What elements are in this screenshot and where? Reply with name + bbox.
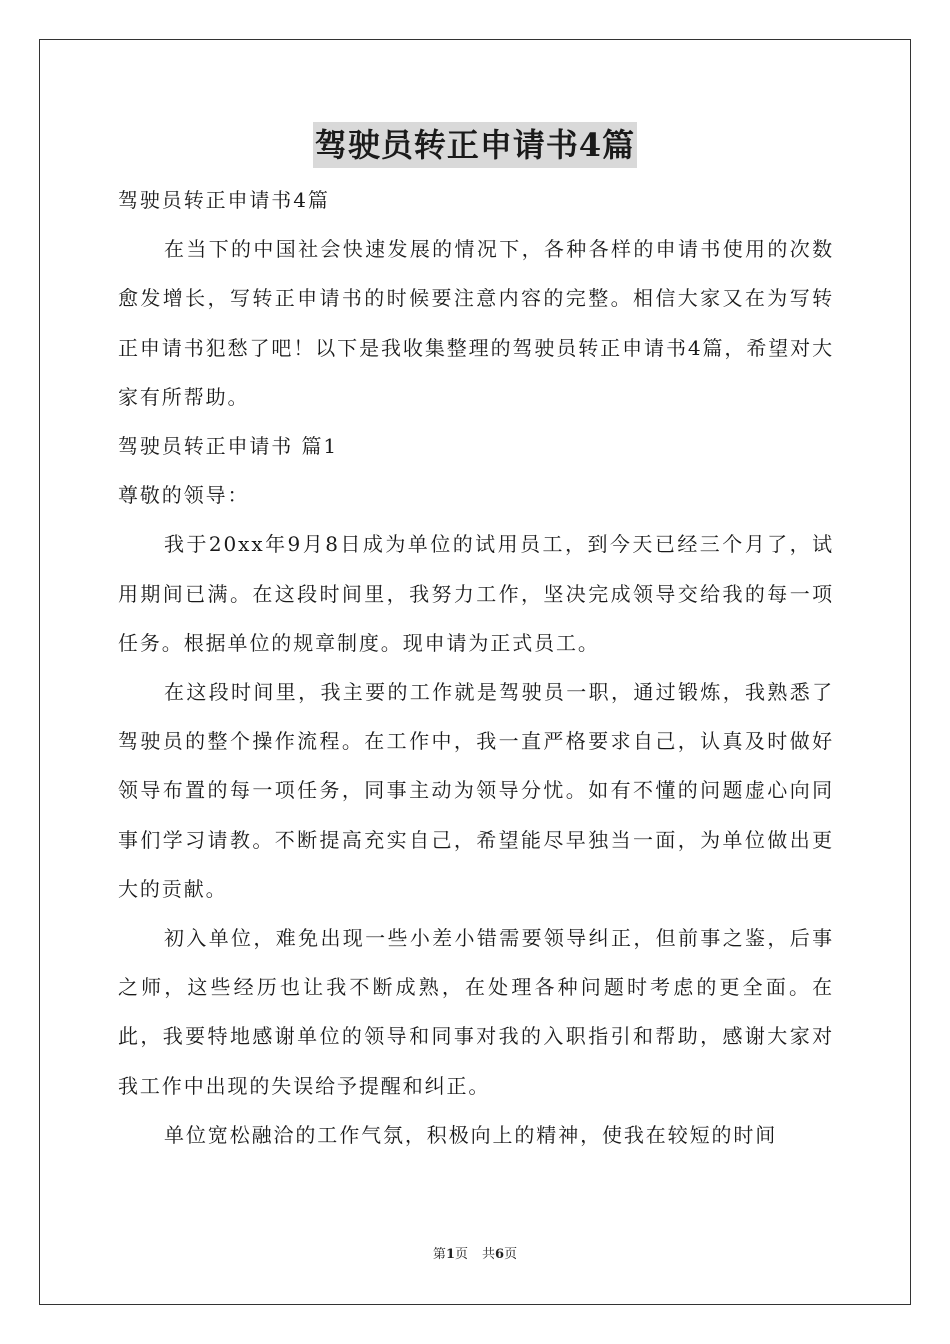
paragraph-body: 单位宽松融洽的工作气氛，积极向上的精神，使我在较短的时间 (164, 1122, 778, 1147)
paragraph-intro: 在当下的中国社会快速发展的情况下，各种各样的申请书使用的次数愈发增长，写转正申请书的时候要注意内容的完整。相信大家又在为写转正申请书犯愁了吧！以下是我收集整理的驾驶员转正申请书4篇，希望对大家有所帮助。 (118, 237, 834, 409)
paragraph-body: 在这段时间里，我主要的工作就是驾驶员一职，通过锻炼，我熟悉了驾驶员的整个操作流程。在工作中，我一直严格要求自己，认真及时做好领导布置的每一项任务，同事主动为领导分忧。如有不懂的问题虚心向同事们学习请教。不断提高充实自己，希望能尽早独当一面，为单位做出更大的贡献。 (118, 680, 834, 901)
paragraph-body: 我于20xx年9月8日成为单位的试用员工，到今天已经三个月了，试用期间已满。在这段时间里，我努力工作，坚决完成领导交给我的每一项任务。根据单位的规章制度。现申请为正式员工。 (118, 532, 834, 655)
paragraph-body: 初入单位，难免出现一些小差小错需要领导纠正，但前事之鉴，后事之师，这些经历也让我不断成熟，在处理各种问题时考虑的更全面。在此，我要特地感谢单位的领导和同事对我的入职指引和帮助，感谢大家对我工作中出现的失误给予提醒和纠正。 (118, 926, 834, 1098)
title-wrapper (0, 122, 950, 168)
total-pages-number: 6 (495, 1247, 505, 1262)
page-suffix: 页 (454, 1247, 468, 1262)
document-title: 驾驶员转正申请书4篇 (313, 122, 637, 168)
total-prefix: 共 (482, 1247, 496, 1262)
current-page-number: 1 (445, 1247, 455, 1262)
paragraph-heading: 驾驶员转正申请书4篇 (118, 188, 330, 212)
total-suffix: 页 (504, 1247, 518, 1262)
section-heading: 驾驶员转正申请书 篇1 (118, 434, 338, 459)
page-footer (0, 1245, 950, 1265)
document-body (118, 176, 834, 1160)
salutation: 尊敬的领导： (118, 483, 250, 508)
page-prefix: 第 (432, 1247, 446, 1262)
